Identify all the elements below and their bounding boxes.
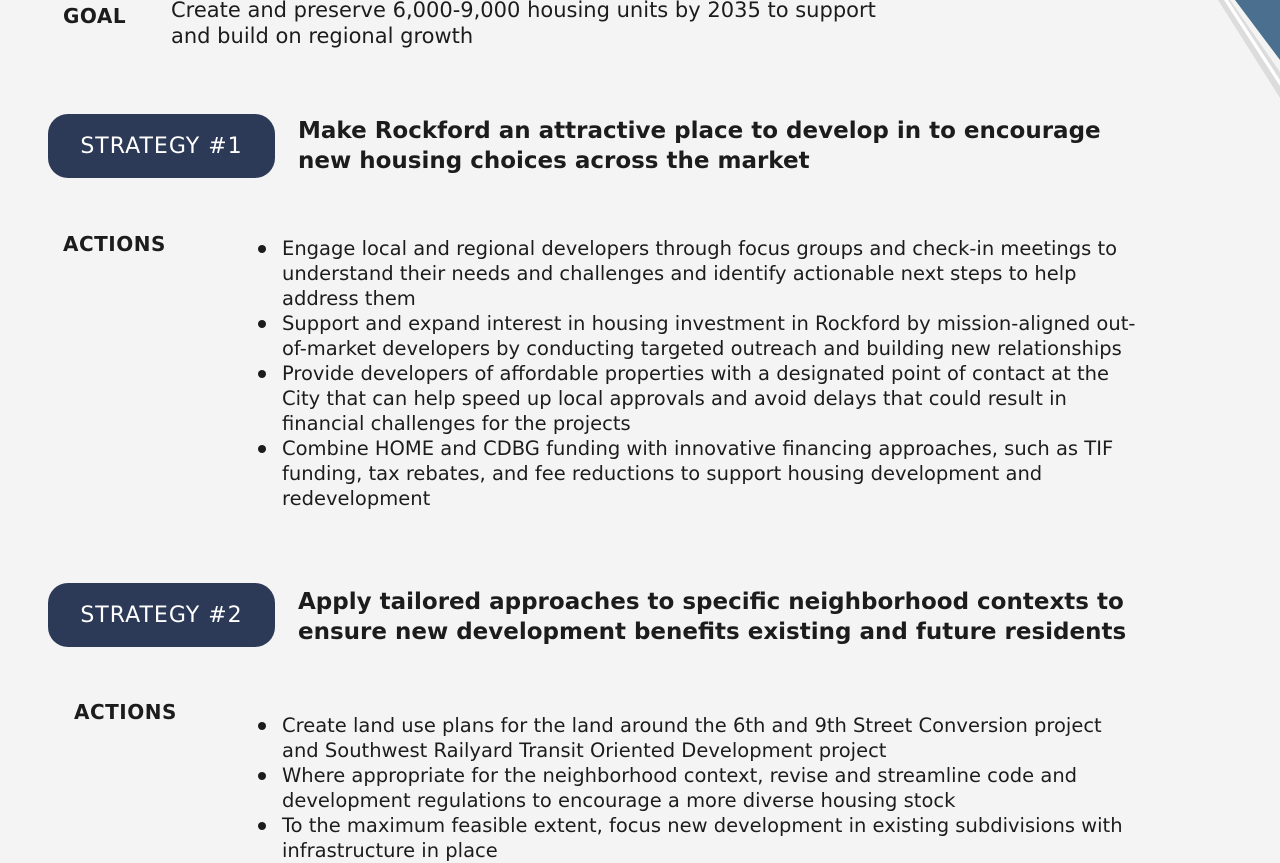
action-item bbox=[258, 763, 1218, 813]
strategy-2-actions-list bbox=[258, 713, 1218, 863]
action-line: address them bbox=[282, 287, 416, 310]
action-item bbox=[258, 236, 1218, 311]
action-line: development regulations to encourage a more diverse housing stock bbox=[282, 789, 956, 812]
bullet-icon bbox=[258, 722, 266, 730]
action-item bbox=[258, 713, 1218, 763]
action-item bbox=[258, 436, 1218, 511]
bullet-icon bbox=[258, 772, 266, 780]
action-line: funding, tax rebates, and fee reductions to support housing development and bbox=[282, 462, 1043, 485]
action-line: Support and expand interest in housing investment in Rockford by mission-aligned out- bbox=[282, 312, 1136, 335]
action-line: Create land use plans for the land around the 6th and 9th Street Conversion project bbox=[282, 714, 1102, 737]
strategy-2-title bbox=[298, 587, 1158, 647]
goal-label: GOAL bbox=[63, 4, 127, 28]
strategy-1-title bbox=[298, 116, 1158, 176]
strategy-title-line: new housing choices across the market bbox=[298, 148, 810, 174]
action-item bbox=[258, 813, 1218, 863]
goal-text-line: and build on regional growth bbox=[171, 24, 474, 48]
action-line: Where appropriate for the neighborhood context, revise and streamline code and bbox=[282, 764, 1078, 787]
action-line: of-market developers by conducting targeted outreach and building new relationships bbox=[282, 337, 1122, 360]
action-item bbox=[258, 311, 1218, 361]
action-line: Combine HOME and CDBG funding with innovative financing approaches, such as TIF bbox=[282, 437, 1114, 460]
bullet-icon bbox=[258, 370, 266, 378]
strategy-1-actions-label: ACTIONS bbox=[63, 232, 166, 256]
action-line: City that can help speed up local approvals and avoid delays that could result in bbox=[282, 387, 1067, 410]
strategy-title-line: Apply tailored approaches to specific neighborhood contexts to bbox=[298, 589, 1124, 615]
strategy-1-actions-list bbox=[258, 236, 1218, 511]
action-line: financial challenges for the projects bbox=[282, 412, 631, 435]
action-item bbox=[258, 361, 1218, 436]
goal-text bbox=[171, 0, 991, 49]
action-line: redevelopment bbox=[282, 487, 431, 510]
action-line: Engage local and regional developers through focus groups and check-in meetings to bbox=[282, 237, 1118, 260]
strategy-title-line: ensure new development benefits existing and future residents bbox=[298, 619, 1127, 645]
action-line: To the maximum feasible extent, focus new development in existing subdivisions with bbox=[282, 814, 1123, 837]
strategy-1-badge: STRATEGY #1 bbox=[48, 114, 275, 178]
bullet-icon bbox=[258, 445, 266, 453]
action-line: understand their needs and challenges and identify actionable next steps to help bbox=[282, 262, 1077, 285]
action-line: Provide developers of affordable properties with a designated point of contact at the bbox=[282, 362, 1109, 385]
bullet-icon bbox=[258, 245, 266, 253]
bullet-icon bbox=[258, 320, 266, 328]
action-line: infrastructure in place bbox=[282, 839, 498, 862]
bullet-icon bbox=[258, 822, 266, 830]
strategy-2-actions-label: ACTIONS bbox=[74, 700, 177, 724]
goal-text-line: Create and preserve 6,000-9,000 housing units by 2035 to support bbox=[171, 0, 876, 22]
corner-decoration bbox=[1160, 0, 1280, 110]
strategy-title-line: Make Rockford an attractive place to develop in to encourage bbox=[298, 118, 1101, 144]
action-line: and Southwest Railyard Transit Oriented Development project bbox=[282, 739, 887, 762]
strategy-2-badge: STRATEGY #2 bbox=[48, 583, 275, 647]
